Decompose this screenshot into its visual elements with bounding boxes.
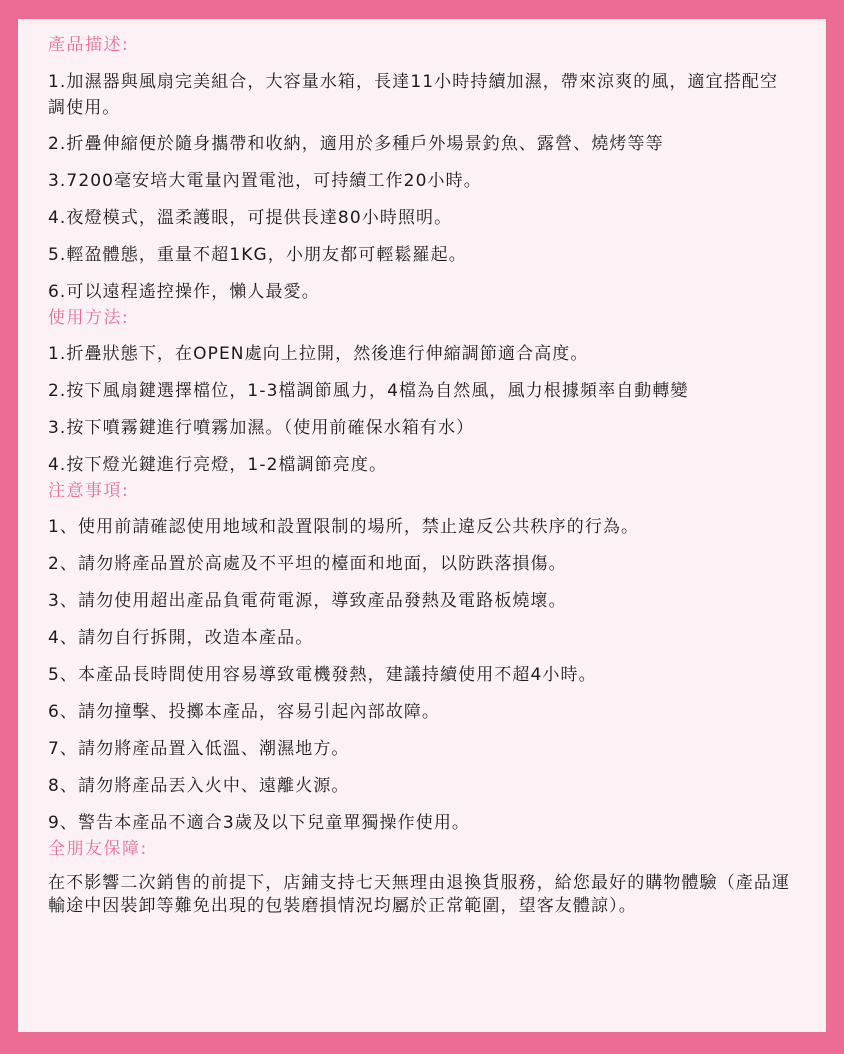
list-item: 5.輕盈體態，重量不超1KG，小朋友都可輕鬆羅起。 (48, 245, 467, 265)
list-item: 1.加濕器與風扇完美組合，大容量水箱，長達11小時持續加濕，帶來涼爽的風，適宜搭配空調使用。 (48, 72, 779, 118)
content-card (18, 19, 826, 1032)
list-item: 6.可以遠程遙控操作，懶人最愛。 (48, 282, 320, 302)
list-item: 8、請勿將產品丟入火中、遠離火源。 (48, 776, 350, 796)
list-item: 2.按下風扇鍵選擇檔位，1-3檔調節風力，4檔為自然風，風力根據頻率自動轉變 (48, 381, 689, 401)
guarantee-text: 在不影響二次銷售的前提下，店鋪支持七天無理由退換貨服務，給您最好的購物體驗（產品運輸途中因裝卸等難免出現的包裝磨損情況均屬於正常範圍，望客友體諒）。 (48, 873, 791, 916)
section-product-description (48, 32, 796, 305)
section-guarantee (48, 836, 796, 918)
list-item: 4、請勿自行拆開，改造本產品。 (48, 628, 314, 648)
section-heading: 產品描述: (48, 35, 130, 55)
list-item: 7、請勿將產品置入低溫、潮濕地方。 (48, 739, 350, 759)
section-usage-instructions (48, 305, 796, 478)
list-item: 5、本產品長時間使用容易導致電機發熱，建議持續使用不超4小時。 (48, 665, 597, 685)
section-heading: 全朋友保障: (48, 839, 148, 859)
list-item: 3.按下噴霧鍵進行噴霧加濕。（使用前確保水箱有水） (48, 418, 475, 438)
list-item: 1、使用前請確認使用地域和設置限制的場所，禁止違反公共秩序的行為。 (48, 517, 640, 537)
list-item: 4.夜燈模式，溫柔護眼，可提供長達80小時照明。 (48, 208, 453, 228)
list-item: 3、請勿使用超出產品負電荷電源，導致產品發熱及電路板燒壞。 (48, 591, 567, 611)
list-item: 2、請勿將產品置於高處及不平坦的檯面和地面，以防跌落損傷。 (48, 554, 567, 574)
list-item: 2.折疊伸縮便於隨身攜帶和收納，適用於多種戶外場景釣魚、露營、燒烤等等 (48, 134, 664, 154)
list-item: 4.按下燈光鍵進行亮燈，1-2檔調節亮度。 (48, 455, 388, 475)
list-item: 1.折疊狀態下，在OPEN處向上拉開，然後進行伸縮調節適合高度。 (48, 344, 589, 364)
list-item: 3.7200毫安培大電量內置電池，可持續工作20小時。 (48, 171, 482, 191)
section-heading: 注意事項: (48, 481, 130, 501)
list-item: 9、警告本產品不適合3歲及以下兒童單獨操作使用。 (48, 813, 471, 833)
section-heading: 使用方法: (48, 308, 130, 328)
section-precautions (48, 478, 796, 836)
list-item: 6、請勿撞擊、投擲本產品，容易引起內部故障。 (48, 702, 441, 722)
